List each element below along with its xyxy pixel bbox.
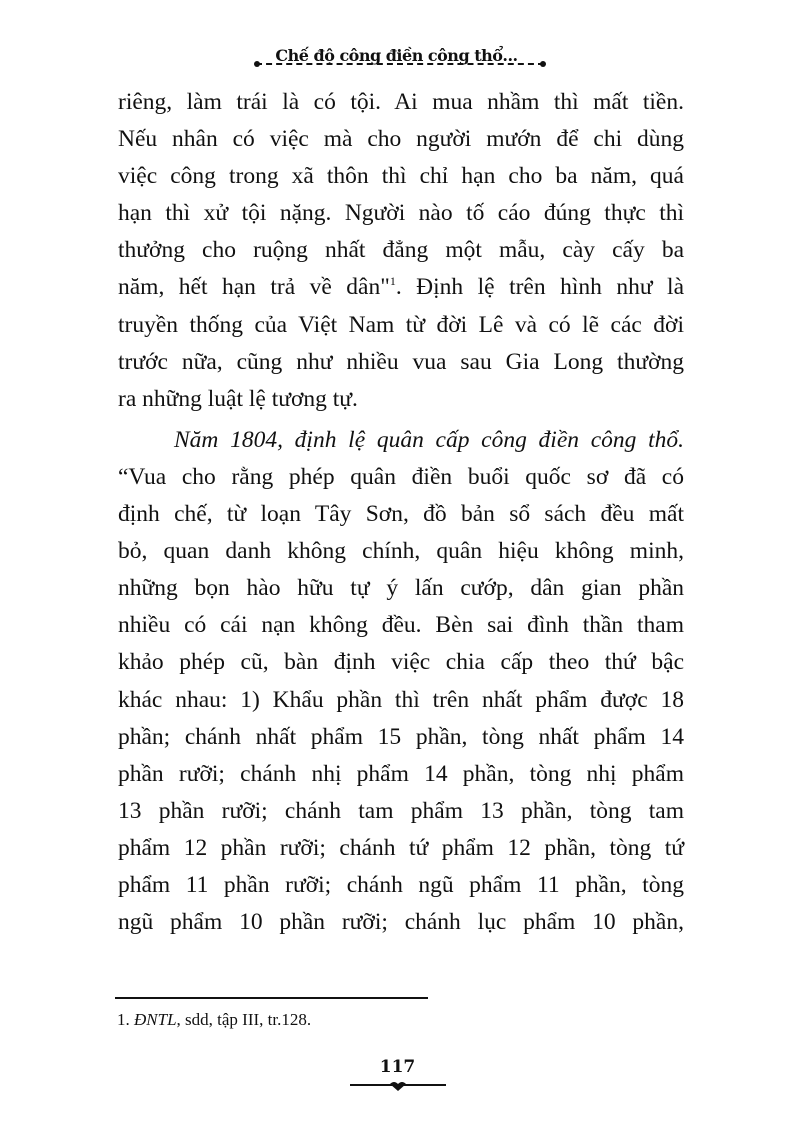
footnote-divider xyxy=(115,997,428,999)
text-line: những bọn hào hữu tự ý lấn cướp, dân gian phần xyxy=(118,575,684,602)
text-line: định chế, từ loạn Tây Sơn, đồ bản sổ sách đều mất xyxy=(118,501,684,528)
text-line: ra những luật lệ tương tự. xyxy=(118,385,358,412)
text-line: ngũ phẩm 10 phần rưỡi; chánh lục phẩm 10 phần, xyxy=(118,909,684,936)
text-line: “Vua cho rằng phép quân điền buổi quốc sơ đã có xyxy=(118,463,684,490)
text-line: Nếu nhân có việc mà cho người mướn để chi dùng xyxy=(118,126,684,153)
body-text xyxy=(118,84,684,941)
text-line: riêng, làm trái là có tội. Ai mua nhầm thì mất tiền. xyxy=(118,89,684,115)
header-divider-dot xyxy=(540,61,546,67)
text-line: hạn thì xử tội nặng. Người nào tố cáo đúng thực thì xyxy=(118,200,684,227)
text-line: truyền thống của Việt Nam từ đời Lê và có lẽ các đời xyxy=(118,311,684,338)
running-header: Chế độ công điền công thổ... xyxy=(275,46,518,65)
text-line: thưởng cho ruộng nhất đẳng một mẫu, cày cấy ba xyxy=(118,237,684,264)
text-line: nhiều có cái nạn không đều. Bèn sai đình thần tham xyxy=(118,612,684,639)
footnote-ref: 1 xyxy=(389,274,396,289)
header-divider-dot xyxy=(254,61,260,67)
text-line xyxy=(118,269,684,306)
footnote-text: , sdd, tập III, tr.128. xyxy=(176,1010,312,1029)
section-heading-line: Năm 1804, định lệ quân cấp công điền công thổ. xyxy=(174,426,684,453)
text-segment: . Định lệ trên hình như là xyxy=(395,274,684,301)
text-line: việc công trong xã thôn thì chỉ hạn cho ba năm, quá xyxy=(118,163,684,190)
text-line: bỏ, quan danh không chính, quân hiệu không minh, xyxy=(118,538,684,565)
text-line: phần; chánh nhất phẩm 15 phần, tòng nhất phẩm 14 xyxy=(118,723,684,750)
header-divider xyxy=(256,63,544,65)
footnote-number: 1. xyxy=(117,1010,134,1029)
text-line: khảo phép cũ, bàn định việc chia cấp theo thứ bậc xyxy=(118,649,684,676)
footnote-source: ĐNTL xyxy=(134,1010,177,1029)
ornament-icon xyxy=(388,1078,408,1092)
footnote xyxy=(117,1010,311,1030)
text-line: 13 phần rưỡi; chánh tam phẩm 13 phần, tòng tam xyxy=(118,797,684,824)
text-segment: năm, hết hạn trả về dân" xyxy=(118,274,390,301)
text-line: phẩm 11 phần rưỡi; chánh ngũ phẩm 11 phần, tòng xyxy=(118,871,684,898)
page-number: 117 xyxy=(379,1057,416,1077)
text-line: trước nữa, cũng như nhiều vua sau Gia Long thường xyxy=(118,348,684,375)
text-line: phần rưỡi; chánh nhị phẩm 14 phần, tòng nhị phẩm xyxy=(118,760,684,787)
text-line: phẩm 12 phần rưỡi; chánh tứ phẩm 12 phần, tòng tứ xyxy=(118,834,684,861)
text-line: khác nhau: 1) Khẩu phần thì trên nhất phẩm được 18 xyxy=(118,686,684,713)
